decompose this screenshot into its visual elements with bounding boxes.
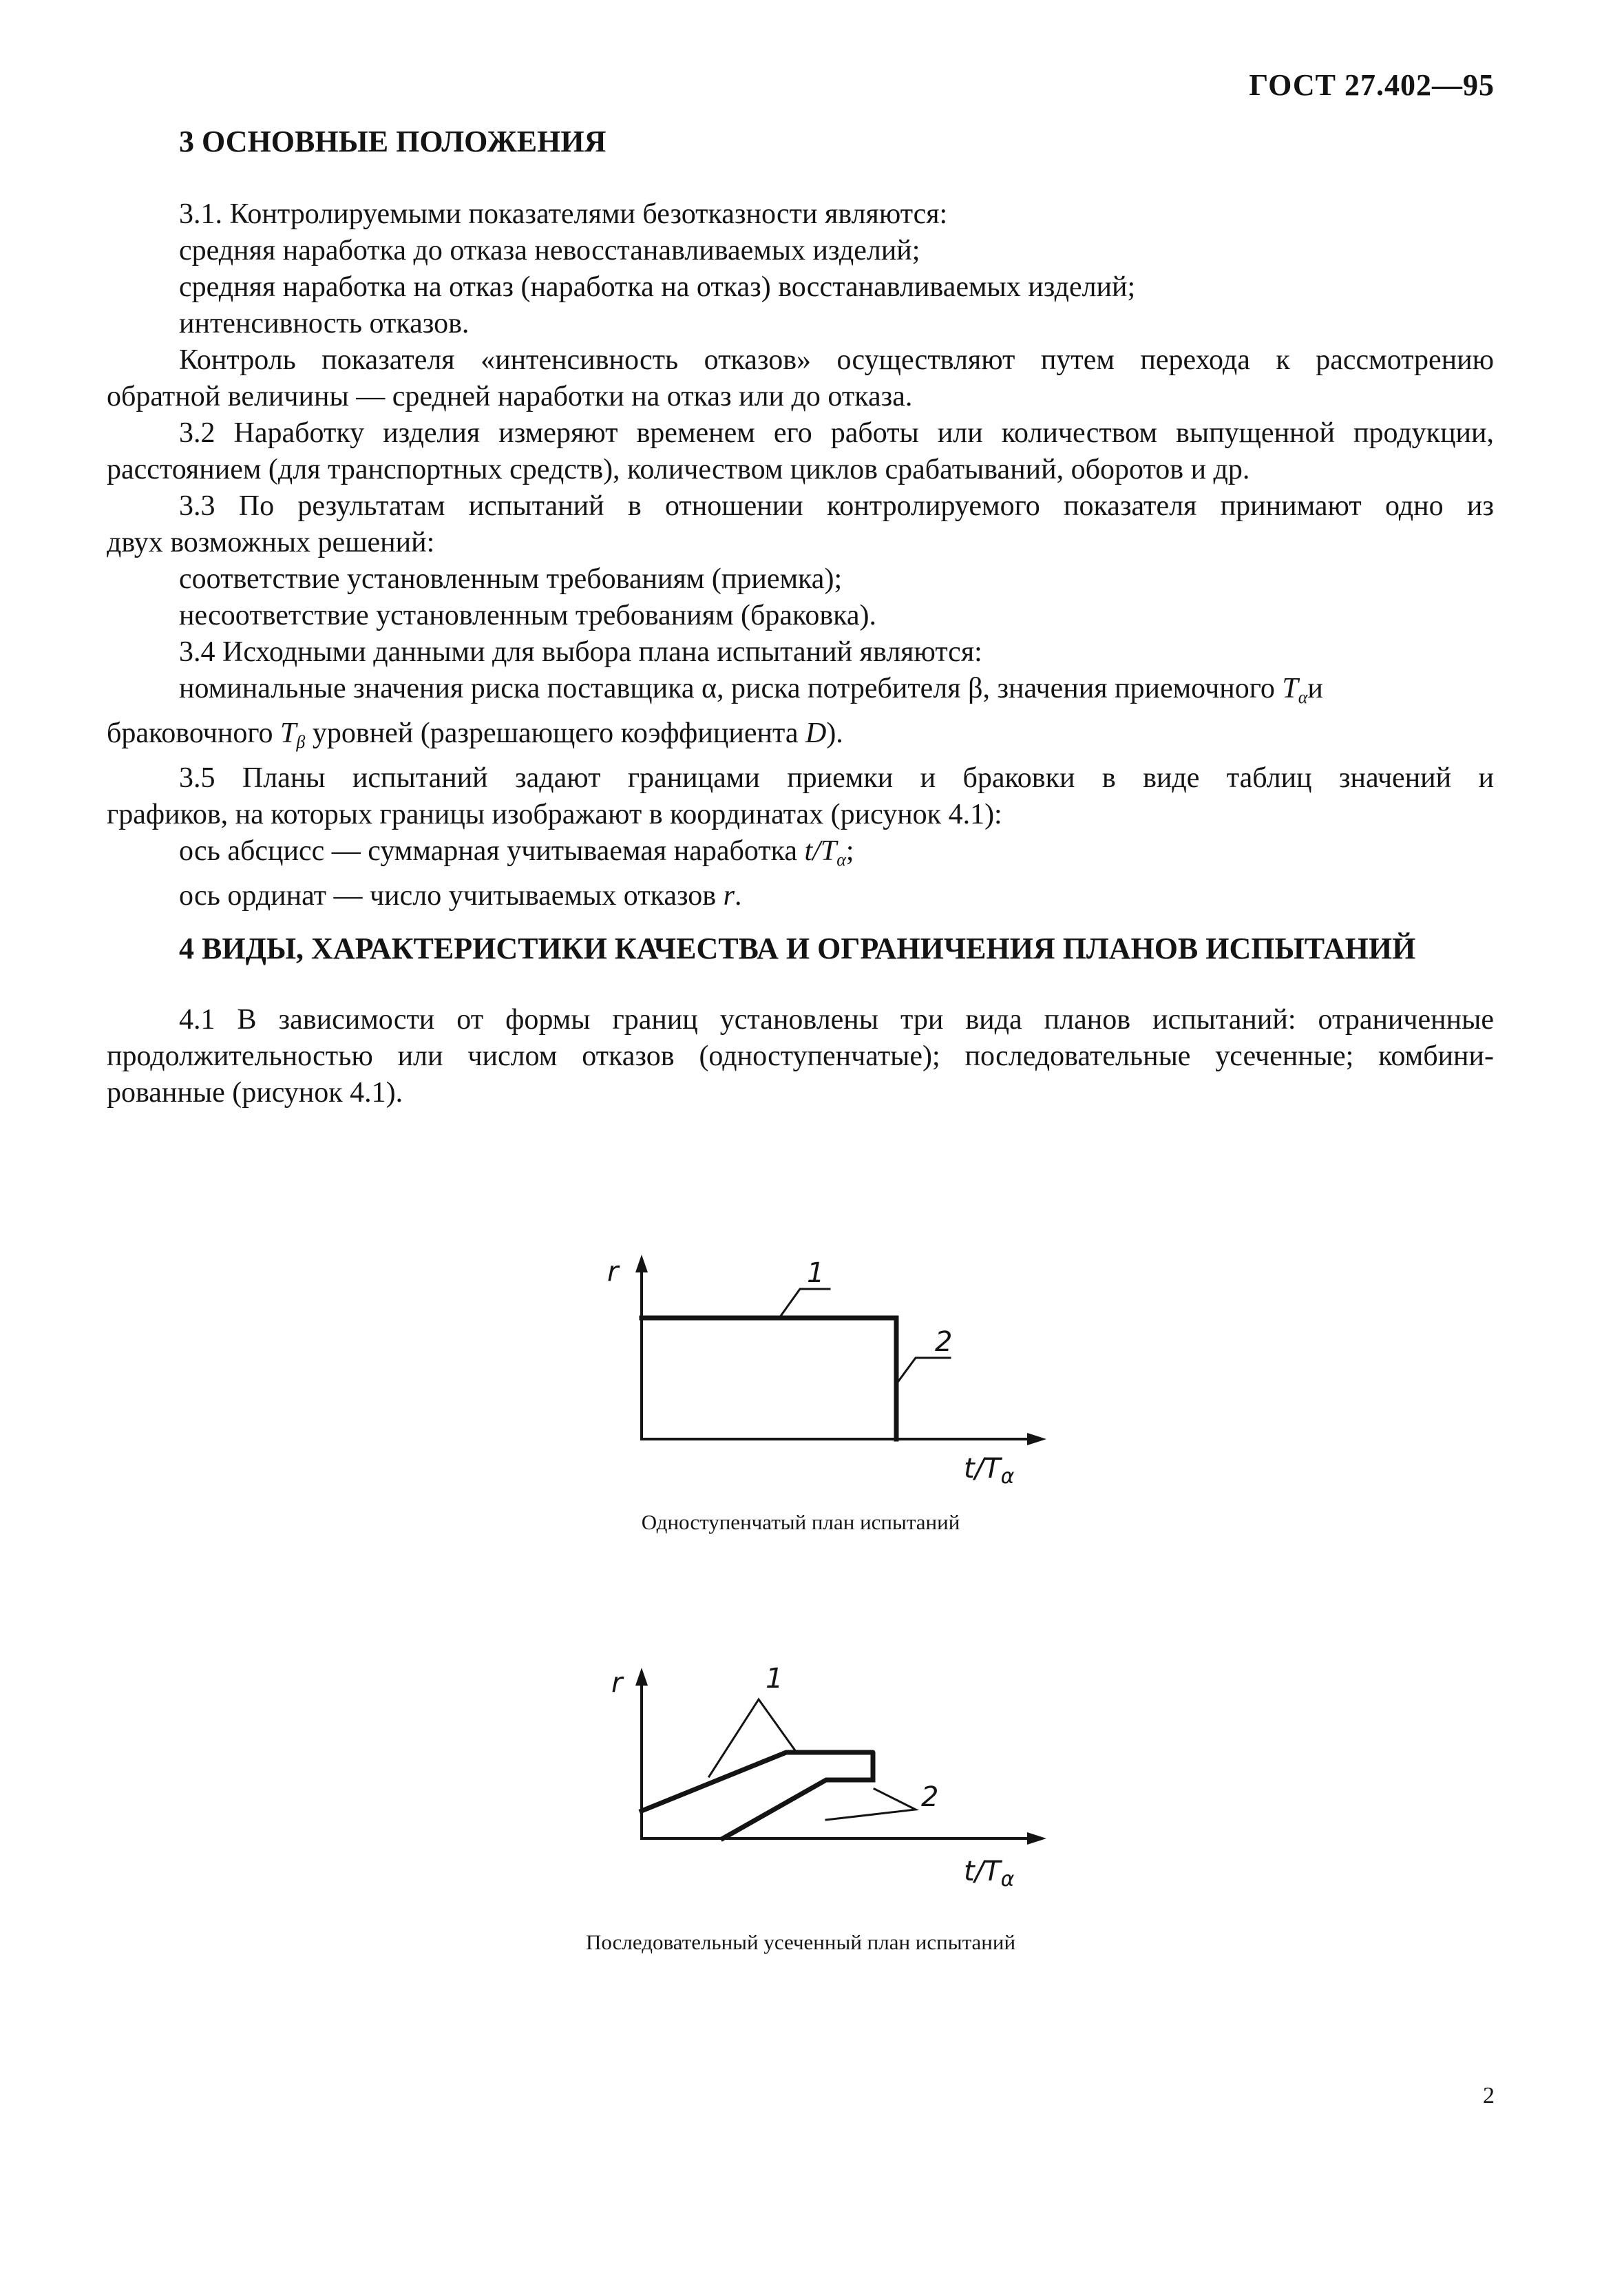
x-axis-label: $t/T_\alpha$ [964,1856,1015,1891]
p3-1-item-1: средняя наработка до отказа невосстанавливаемых изделий; [179,235,920,266]
callout-2-leaders [826,1789,916,1820]
p3-3-line-1: 3.3 По результатам испытаний в отношении контролируемого показателя принимают одно из [179,490,1494,522]
var-T-beta: $T_\beta$ [280,717,306,752]
y-axis-arrow [635,1668,648,1686]
x-axis-arrow [1027,1433,1046,1445]
callout-2-label: 2 [935,1326,953,1358]
p3-5-line-1: 3.5 Планы испытаний задают границами приемки и браковки в виде таблиц значений и [179,762,1494,794]
y-axis-label: r [607,1256,619,1288]
p3-3-item-2: несоответствие установленным требованиям (браковка). [179,600,877,631]
p3-2-line-2: расстоянием (для транспортных средств), количеством циклов срабатываний, оборотов и др. [107,454,1250,485]
p3-1-item-2: средняя наработка на отказ (наработка на отказ) восстанавливаемых изделий; [179,271,1136,303]
p3-4-line-2-end: и [1307,673,1323,704]
p3-1-item-3: интенсивность отказов. [179,308,470,339]
callout-2-leader [896,1358,950,1384]
y-axis-arrow [635,1255,648,1272]
var-D: D [805,717,827,749]
page-number: 2 [1483,2083,1495,2108]
var-t-over-T-alpha: $t/T_\alpha$ [804,835,846,870]
p3-4-line-1: 3.4 Исходными данными для выбора плана испытаний являются: [179,636,982,668]
x-axis-arrow [1027,1832,1046,1845]
paragraph-4-1 [107,1002,1494,1111]
y-axis-label: r [611,1667,623,1699]
callout-1-label: 1 [766,1663,783,1695]
p3-1-note-line-1: Контроль показателя «интенсивность отказов» осуществляют путем перехода к рассмотрению [179,344,1494,376]
x-axis-label: $t/T_\alpha$ [964,1453,1015,1489]
callout-1-leader [779,1289,830,1318]
figure-1-caption: Одноступенчатый план испытаний [641,1510,960,1534]
p4-1-line-3: рованные (рисунок 4.1). [107,1077,403,1109]
callout-2-label: 2 [921,1781,939,1813]
rejection-boundary-line [723,1780,873,1838]
single-step-plan-diagram [592,1239,1060,1487]
var-T-alpha: $T_\alpha$ [1282,673,1308,707]
p4-1-line-2: продолжительностью или числом отказов (одноступенчатые); последовательные усеченные; комбини- [107,1040,1494,1072]
p4-1-line-1: 4.1 В зависимости от формы границ установлены три вида планов испытаний: отраниченные [179,1004,1494,1036]
p3-3-line-2: двух возможных решений: [107,527,435,558]
section-3-heading: 3 ОСНОВНЫЕ ПОЛОЖЕНИЯ [179,125,607,158]
p3-2-line-1: 3.2 Наработку изделия измеряют временем его работы или количеством выпущенной продукции, [179,417,1494,449]
paragraph-3-1 [107,196,1494,914]
p3-5-item-2: ось ординат — число учитываемых отказов r. [179,880,742,912]
section-4-heading: 4 ВИДЫ, ХАРАКТЕРИСТИКИ КАЧЕСТВА И ОГРАНИЧЕНИЯ ПЛАНОВ ИСПЫТАНИЙ [179,932,1416,965]
p3-5-item-1: ось абсцисс — суммарная учитываемая наработка $t/T_\alpha$; [179,835,854,870]
p3-4-line-3: браковочного $T_\beta$ уровней (разрешающего коэффициента D). [107,717,843,752]
figure-2-caption: Последовательный усеченный план испытаний [585,1930,1016,1954]
p3-4-line-2 [107,671,1494,715]
p3-3-item-1: соответствие установленным требованиям (приемка); [179,563,843,595]
sequential-truncated-plan-diagram [592,1642,1060,1890]
callout-1-label: 1 [807,1257,825,1289]
var-r: r [723,880,735,912]
document-code: ГОСТ 27.402—95 [1249,68,1495,102]
p3-4-line-2-text: номинальные значения риска поставщика α, риска потребителя β, значения приемочного [179,673,1283,704]
p3-1-intro: 3.1. Контролируемыми показателями безотказности являются: [179,198,948,230]
p3-5-line-2: графиков, на которых границы изображают в координатах (рисунок 4.1): [107,799,1002,830]
p3-1-note-line-2: обратной величины — средней наработки на отказ или до отказа. [107,381,913,412]
